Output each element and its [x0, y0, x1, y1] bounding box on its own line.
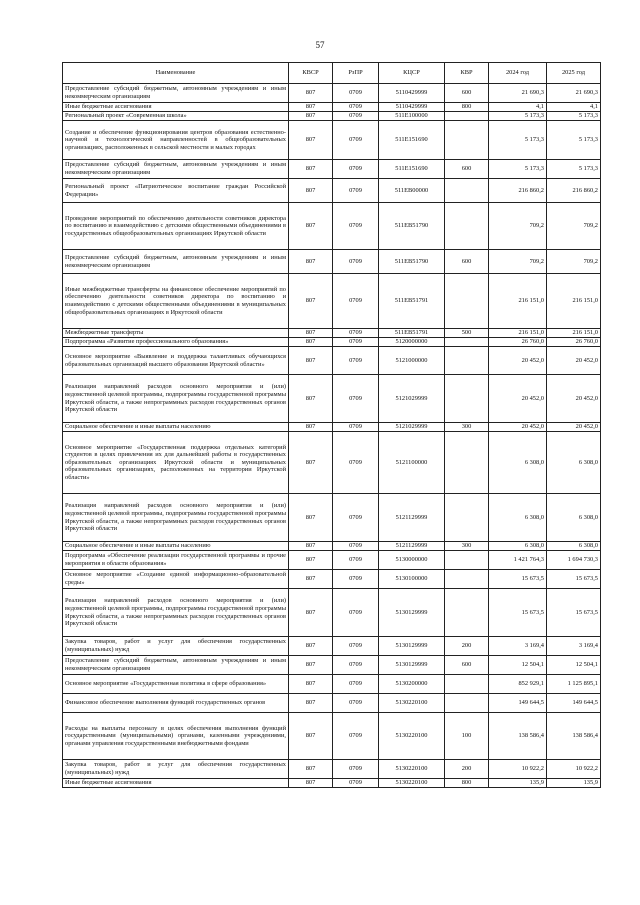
- row-2025-cell: 216 151,0: [547, 274, 601, 329]
- row-2025-cell: 12 504,1: [547, 656, 601, 675]
- row-kcsr-cell: 5121100000: [379, 432, 445, 494]
- row-kvr-cell: 300: [445, 542, 489, 551]
- column-header-name: Наименование: [63, 63, 289, 84]
- row-kvr-cell: 800: [445, 103, 489, 112]
- row-kvr-cell: 600: [445, 84, 489, 103]
- row-2025-cell: 4,1: [547, 103, 601, 112]
- row-kcsr-cell: 5130220100: [379, 760, 445, 779]
- row-2025-cell: 26 760,0: [547, 338, 601, 347]
- row-kcsr-cell: 5121029999: [379, 375, 445, 423]
- row-name-cell: Предоставление субсидий бюджетным, автономным учреждениям и иным некоммерческим организациям: [63, 656, 289, 675]
- row-kvr-cell: 100: [445, 713, 489, 760]
- row-rzpr-cell: 0709: [333, 338, 379, 347]
- row-2024-cell: 6 308,0: [489, 542, 547, 551]
- row-kcsr-cell: 5110429999: [379, 103, 445, 112]
- row-kvsr-cell: 807: [289, 112, 333, 121]
- row-name-cell: Предоставление субсидий бюджетным, автономным учреждениям и иным некоммерческим организациям: [63, 84, 289, 103]
- row-2025-cell: 216 151,0: [547, 329, 601, 338]
- table-row: [63, 274, 601, 329]
- row-rzpr-cell: 0709: [333, 713, 379, 760]
- row-rzpr-cell: 0709: [333, 760, 379, 779]
- row-2025-cell: 20 452,0: [547, 375, 601, 423]
- table-row: [63, 338, 601, 347]
- row-kvr-cell: [445, 347, 489, 375]
- row-2024-cell: 26 760,0: [489, 338, 547, 347]
- row-kvr-cell: 200: [445, 637, 489, 656]
- row-2025-cell: 149 644,5: [547, 694, 601, 713]
- row-name-cell: Иные бюджетные ассигнования: [63, 103, 289, 112]
- row-2024-cell: 6 308,0: [489, 494, 547, 542]
- row-2025-cell: 20 452,0: [547, 347, 601, 375]
- table-row: [63, 589, 601, 637]
- row-2024-cell: 4,1: [489, 103, 547, 112]
- row-kcsr-cell: 5110429999: [379, 84, 445, 103]
- row-kvr-cell: [445, 675, 489, 694]
- row-kvr-cell: [445, 570, 489, 589]
- row-kcsr-cell: 5121129999: [379, 494, 445, 542]
- row-kvr-cell: [445, 179, 489, 203]
- row-kvr-cell: 500: [445, 329, 489, 338]
- row-kvsr-cell: 807: [289, 713, 333, 760]
- row-rzpr-cell: 0709: [333, 589, 379, 637]
- table-row: [63, 375, 601, 423]
- row-name-cell: Основное мероприятие «Выявление и поддержка талантливых обучающихся образовательных организаций высшего образования Иркутской области»: [63, 347, 289, 375]
- table-row: [63, 551, 601, 570]
- row-kcsr-cell: 5121129999: [379, 542, 445, 551]
- row-2025-cell: 3 169,4: [547, 637, 601, 656]
- table-row: [63, 779, 601, 788]
- row-2025-cell: 138 586,4: [547, 713, 601, 760]
- row-rzpr-cell: 0709: [333, 375, 379, 423]
- row-kvsr-cell: 807: [289, 121, 333, 160]
- row-name-cell: Реализация направлений расходов основного мероприятия и (или) ведомственной целевой программы, подпрограммы государственной программы Иркутской области, а также непрограммных расходов государственных органов Иркутской области: [63, 494, 289, 542]
- table-body: [63, 84, 601, 788]
- row-rzpr-cell: 0709: [333, 432, 379, 494]
- row-rzpr-cell: 0709: [333, 423, 379, 432]
- table-row: [63, 760, 601, 779]
- row-kvr-cell: [445, 274, 489, 329]
- table-row: [63, 203, 601, 250]
- row-rzpr-cell: 0709: [333, 494, 379, 542]
- row-kvsr-cell: 807: [289, 494, 333, 542]
- row-rzpr-cell: 0709: [333, 179, 379, 203]
- row-kvsr-cell: 807: [289, 274, 333, 329]
- row-kcsr-cell: 5130129999: [379, 656, 445, 675]
- row-kvsr-cell: 807: [289, 779, 333, 788]
- row-2025-cell: 6 308,0: [547, 542, 601, 551]
- row-kvsr-cell: 807: [289, 423, 333, 432]
- row-kcsr-cell: 511E151690: [379, 121, 445, 160]
- table-row: [63, 347, 601, 375]
- row-name-cell: Реализация направлений расходов основного мероприятия и (или) ведомственной целевой программы, подпрограммы государственной программы Иркутской области, а также непрограммных расходов государственных органов Иркутской области: [63, 375, 289, 423]
- row-name-cell: Иные межбюджетные трансферты на финансовое обеспечение мероприятий по обеспечению деятельности советников директора по воспитанию и взаимодействию с детскими общественными объединениями в муниципальных общеобразовательных организациях в Иркутской области: [63, 274, 289, 329]
- row-kcsr-cell: 5130200000: [379, 675, 445, 694]
- budget-table: [62, 62, 601, 788]
- row-name-cell: Финансовое обеспечение выполнения функций государственных органов: [63, 694, 289, 713]
- row-2024-cell: 20 452,0: [489, 423, 547, 432]
- row-2025-cell: 709,2: [547, 203, 601, 250]
- table-header-row: [63, 63, 601, 84]
- row-name-cell: Региональный проект «Современная школа»: [63, 112, 289, 121]
- column-header-2025: 2025 год: [547, 63, 601, 84]
- row-kvr-cell: [445, 121, 489, 160]
- row-2025-cell: 21 690,3: [547, 84, 601, 103]
- row-2024-cell: 20 452,0: [489, 347, 547, 375]
- row-2024-cell: 216 151,0: [489, 329, 547, 338]
- row-name-cell: Основное мероприятие «Создание единой информационно-образовательной среды»: [63, 570, 289, 589]
- row-name-cell: Региональный проект «Патриотическое воспитание граждан Российской Федерации»: [63, 179, 289, 203]
- row-rzpr-cell: 0709: [333, 551, 379, 570]
- table-row: [63, 179, 601, 203]
- row-kcsr-cell: 511E100000: [379, 112, 445, 121]
- column-header-kvr: КВР: [445, 63, 489, 84]
- row-rzpr-cell: 0709: [333, 203, 379, 250]
- row-kcsr-cell: 511EB51791: [379, 329, 445, 338]
- table-row: [63, 121, 601, 160]
- row-rzpr-cell: 0709: [333, 542, 379, 551]
- row-kvr-cell: [445, 338, 489, 347]
- row-kvsr-cell: 807: [289, 375, 333, 423]
- table-row: [63, 570, 601, 589]
- row-kcsr-cell: 5130100000: [379, 570, 445, 589]
- row-kcsr-cell: 511EB51790: [379, 203, 445, 250]
- row-kvr-cell: [445, 375, 489, 423]
- row-2024-cell: 138 586,4: [489, 713, 547, 760]
- row-name-cell: Предоставление субсидий бюджетным, автономным учреждениям и иным некоммерческим организациям: [63, 160, 289, 179]
- row-2024-cell: 6 308,0: [489, 432, 547, 494]
- row-2024-cell: 3 169,4: [489, 637, 547, 656]
- table-row: [63, 675, 601, 694]
- row-kvr-cell: 600: [445, 656, 489, 675]
- table-row: [63, 423, 601, 432]
- row-2025-cell: 6 308,0: [547, 494, 601, 542]
- row-rzpr-cell: 0709: [333, 160, 379, 179]
- row-name-cell: Закупка товаров, работ и услуг для обеспечения государственных (муниципальных) нужд: [63, 637, 289, 656]
- table-row: [63, 713, 601, 760]
- row-2025-cell: 709,2: [547, 250, 601, 274]
- row-kvsr-cell: 807: [289, 250, 333, 274]
- row-kcsr-cell: 5121029999: [379, 423, 445, 432]
- row-kvsr-cell: 807: [289, 338, 333, 347]
- row-name-cell: Предоставление субсидий бюджетным, автономным учреждениям и иным некоммерческим организациям: [63, 250, 289, 274]
- row-name-cell: Социальное обеспечение и иные выплаты населению: [63, 423, 289, 432]
- table-row: [63, 694, 601, 713]
- row-name-cell: Межбюджетные трансферты: [63, 329, 289, 338]
- row-2025-cell: 15 673,5: [547, 589, 601, 637]
- row-2025-cell: 135,9: [547, 779, 601, 788]
- row-kvr-cell: [445, 551, 489, 570]
- row-rzpr-cell: 0709: [333, 84, 379, 103]
- page-number: 57: [315, 40, 325, 50]
- row-kcsr-cell: 511EB51790: [379, 250, 445, 274]
- row-rzpr-cell: 0709: [333, 250, 379, 274]
- row-2024-cell: 149 644,5: [489, 694, 547, 713]
- row-2024-cell: 10 922,2: [489, 760, 547, 779]
- row-kcsr-cell: 5120000000: [379, 338, 445, 347]
- row-rzpr-cell: 0709: [333, 274, 379, 329]
- row-kvr-cell: [445, 203, 489, 250]
- table-row: [63, 637, 601, 656]
- column-header-rzpr: РзПР: [333, 63, 379, 84]
- row-kcsr-cell: 511E151690: [379, 160, 445, 179]
- row-2024-cell: 709,2: [489, 250, 547, 274]
- table-row: [63, 250, 601, 274]
- row-kvr-cell: 200: [445, 760, 489, 779]
- row-kvr-cell: 300: [445, 423, 489, 432]
- row-2024-cell: 5 173,3: [489, 121, 547, 160]
- row-name-cell: Иные бюджетные ассигнования: [63, 779, 289, 788]
- row-kvsr-cell: 807: [289, 694, 333, 713]
- row-2024-cell: 5 173,3: [489, 112, 547, 121]
- row-kvr-cell: 600: [445, 160, 489, 179]
- row-kvr-cell: [445, 589, 489, 637]
- column-header-kvsr: КВСР: [289, 63, 333, 84]
- table-row: [63, 494, 601, 542]
- table-row: [63, 84, 601, 103]
- row-2025-cell: 10 922,2: [547, 760, 601, 779]
- row-kvsr-cell: 807: [289, 637, 333, 656]
- row-kcsr-cell: 511EB51791: [379, 274, 445, 329]
- row-2024-cell: 1 421 764,3: [489, 551, 547, 570]
- row-rzpr-cell: 0709: [333, 675, 379, 694]
- row-2025-cell: 5 173,3: [547, 160, 601, 179]
- row-kvsr-cell: 807: [289, 551, 333, 570]
- table-row: [63, 656, 601, 675]
- row-rzpr-cell: 0709: [333, 570, 379, 589]
- row-name-cell: Подпрограмма «Обеспечение реализации государственной программы и прочие мероприятия в области образования»: [63, 551, 289, 570]
- row-name-cell: Создание и обеспечение функционирования центров образования естественно-научной и технологической направленностей в общеобразовательных организациях, расположенных в сельской местности и малых городах: [63, 121, 289, 160]
- row-2025-cell: 216 860,2: [547, 179, 601, 203]
- row-kvr-cell: [445, 112, 489, 121]
- row-kvsr-cell: 807: [289, 347, 333, 375]
- row-name-cell: Расходы на выплаты персоналу в целях обеспечения выполнения функций государственными (муниципальными) органами, казенными учреждениями, органами управления государственными внебюджетными фондами: [63, 713, 289, 760]
- row-name-cell: Основное мероприятие «Государственная политика в сфере образования»: [63, 675, 289, 694]
- row-2024-cell: 21 690,3: [489, 84, 547, 103]
- row-2024-cell: 5 173,3: [489, 160, 547, 179]
- row-name-cell: Проведение мероприятий по обеспечению деятельности советников директора по воспитанию и взаимодействию с детскими общественными объединениями в государственных общеобразовательных организациях Иркутской области: [63, 203, 289, 250]
- row-2024-cell: 12 504,1: [489, 656, 547, 675]
- row-2024-cell: 20 452,0: [489, 375, 547, 423]
- row-2025-cell: 5 173,3: [547, 112, 601, 121]
- row-2024-cell: 709,2: [489, 203, 547, 250]
- row-rzpr-cell: 0709: [333, 694, 379, 713]
- row-rzpr-cell: 0709: [333, 637, 379, 656]
- row-kvsr-cell: 807: [289, 656, 333, 675]
- row-kvsr-cell: 807: [289, 84, 333, 103]
- row-kvr-cell: 600: [445, 250, 489, 274]
- row-kvsr-cell: 807: [289, 589, 333, 637]
- row-kcsr-cell: 5130000000: [379, 551, 445, 570]
- row-2024-cell: 135,9: [489, 779, 547, 788]
- table-row: [63, 112, 601, 121]
- row-kcsr-cell: 5130129999: [379, 589, 445, 637]
- row-kvsr-cell: 807: [289, 329, 333, 338]
- row-2024-cell: 216 151,0: [489, 274, 547, 329]
- row-2025-cell: 5 173,3: [547, 121, 601, 160]
- row-rzpr-cell: 0709: [333, 329, 379, 338]
- row-name-cell: Основное мероприятие «Государственная поддержка отдельных категорий студентов в целях привлечения их для дальнейшей работы в государственных образовательных организациях Иркутской области и муниципальных образовательных организациях, расположенных на территории Иркутской области»: [63, 432, 289, 494]
- column-header-2024: 2024 год: [489, 63, 547, 84]
- row-2025-cell: 15 673,5: [547, 570, 601, 589]
- row-kvsr-cell: 807: [289, 675, 333, 694]
- row-rzpr-cell: 0709: [333, 103, 379, 112]
- row-2024-cell: 216 860,2: [489, 179, 547, 203]
- row-kvsr-cell: 807: [289, 203, 333, 250]
- row-kcsr-cell: 5130220100: [379, 779, 445, 788]
- row-2024-cell: 15 673,5: [489, 589, 547, 637]
- row-name-cell: Социальное обеспечение и иные выплаты населению: [63, 542, 289, 551]
- row-2025-cell: 1 125 895,1: [547, 675, 601, 694]
- row-kvsr-cell: 807: [289, 103, 333, 112]
- row-2025-cell: 20 452,0: [547, 423, 601, 432]
- row-rzpr-cell: 0709: [333, 112, 379, 121]
- row-kcsr-cell: 5130129999: [379, 637, 445, 656]
- row-2024-cell: 852 929,1: [489, 675, 547, 694]
- row-kvsr-cell: 807: [289, 760, 333, 779]
- table-row: [63, 160, 601, 179]
- row-rzpr-cell: 0709: [333, 779, 379, 788]
- row-kvr-cell: 800: [445, 779, 489, 788]
- row-kvsr-cell: 807: [289, 179, 333, 203]
- row-kvsr-cell: 807: [289, 570, 333, 589]
- row-kcsr-cell: 5130220100: [379, 694, 445, 713]
- row-kcsr-cell: 511EB00000: [379, 179, 445, 203]
- row-kvsr-cell: 807: [289, 542, 333, 551]
- row-rzpr-cell: 0709: [333, 656, 379, 675]
- row-name-cell: Реализация направлений расходов основного мероприятия и (или) ведомственной целевой программы, подпрограммы государственной программы Иркутской области, а также непрограммных расходов государственных органов Иркутской области: [63, 589, 289, 637]
- row-2025-cell: 6 308,0: [547, 432, 601, 494]
- row-name-cell: Закупка товаров, работ и услуг для обеспечения государственных (муниципальных) нужд: [63, 760, 289, 779]
- table-row: [63, 542, 601, 551]
- table-row: [63, 329, 601, 338]
- row-2024-cell: 15 673,5: [489, 570, 547, 589]
- table-row: [63, 103, 601, 112]
- row-rzpr-cell: 0709: [333, 121, 379, 160]
- row-name-cell: Подпрограмма «Развитие профессионального образования»: [63, 338, 289, 347]
- row-kvsr-cell: 807: [289, 432, 333, 494]
- row-rzpr-cell: 0709: [333, 347, 379, 375]
- table-row: [63, 432, 601, 494]
- row-kvr-cell: [445, 694, 489, 713]
- column-header-kcsr: КЦСР: [379, 63, 445, 84]
- row-kvsr-cell: 807: [289, 160, 333, 179]
- row-kvr-cell: [445, 432, 489, 494]
- row-2025-cell: 1 694 730,3: [547, 551, 601, 570]
- row-kvr-cell: [445, 494, 489, 542]
- row-kcsr-cell: 5121000000: [379, 347, 445, 375]
- row-kcsr-cell: 5130220100: [379, 713, 445, 760]
